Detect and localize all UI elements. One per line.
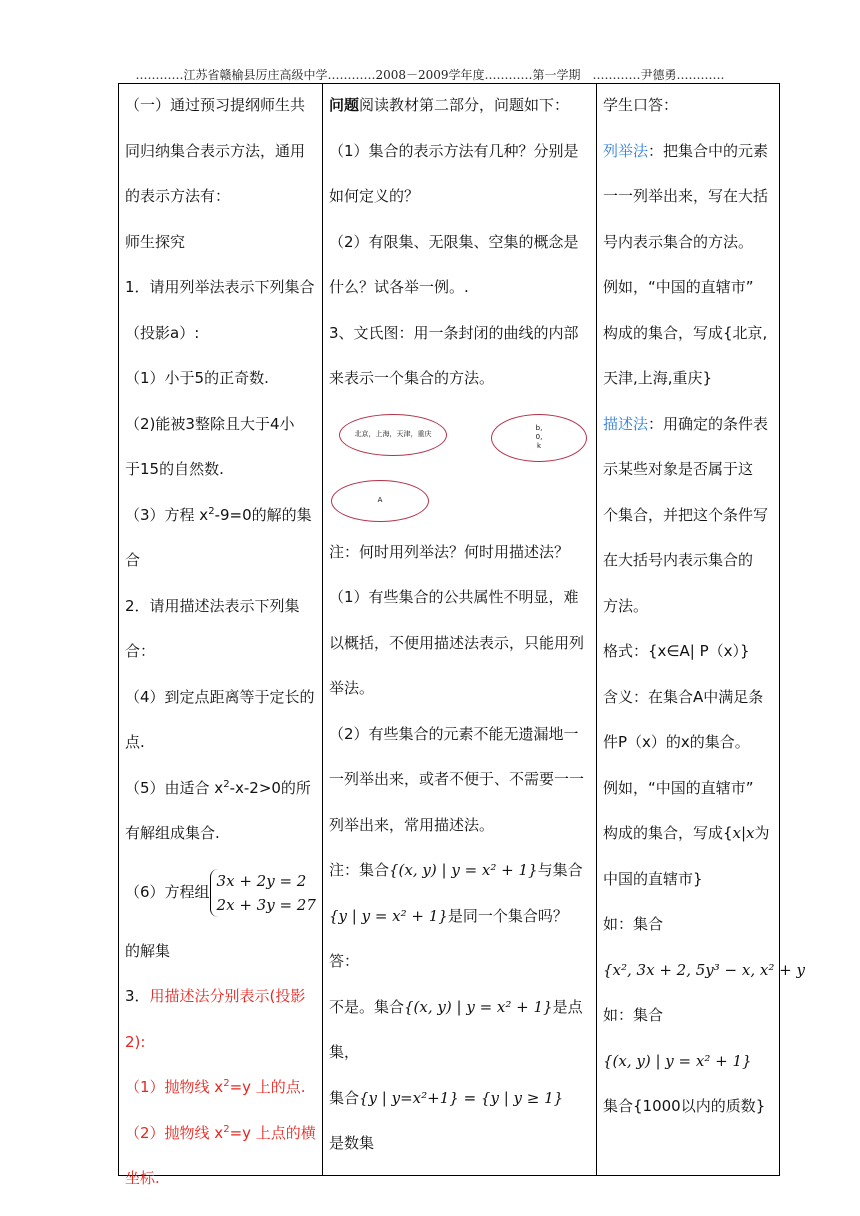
column-divider-1 — [322, 83, 323, 1175]
text-line: 合 — [125, 551, 141, 569]
question-label: 问题 — [329, 96, 360, 114]
text-line: （2）有些集合的元素不能无遗漏地一 — [329, 724, 579, 743]
table-left-border — [118, 83, 119, 1175]
text-segment: 是点集， — [329, 997, 583, 1061]
text-line: 构成的集合，写成{北京, — [603, 323, 768, 342]
superscript: 2 — [223, 1078, 230, 1089]
text-line: 一列举出来，或者不便于、不需要一一 — [329, 770, 585, 788]
text-line: 来表示一个集合的方法。 — [329, 369, 495, 387]
text-line: （投影a）: — [125, 323, 200, 342]
text-line: 师生探究 — [125, 232, 186, 251]
text-segment: -x-2>0的所 — [229, 778, 311, 797]
text-line — [329, 1076, 591, 1167]
math-line: {(x, y) | y = x² + 1} — [603, 1051, 752, 1070]
superscript: 2 — [208, 505, 215, 517]
text-line: （1）小于5的正奇数. — [125, 369, 269, 387]
superscript: 2 — [223, 778, 230, 790]
text-line: 举法。 — [329, 679, 375, 697]
text-segment: 为 — [754, 824, 770, 842]
oval-label: A — [377, 496, 383, 504]
text-line: 个集合，并把这个条件写 — [603, 505, 769, 524]
text-line: （1）集合的表示方法有几种？分别是 — [329, 141, 579, 160]
text-line: 注：何时用列举法？何时用描述法？ — [329, 542, 570, 561]
text-line — [125, 766, 320, 812]
text-line: 的表示方法有： — [125, 187, 231, 205]
text-line: 点. — [125, 733, 145, 751]
equation-system-line — [125, 857, 320, 929]
text-line: 坐标. — [125, 1169, 160, 1187]
text-line: （4）到定点距离等于定长的 — [125, 687, 315, 706]
text-segment: ：用确定的条件表 — [648, 414, 769, 433]
venn-oval — [331, 480, 429, 522]
text-line — [329, 83, 591, 129]
text-line: 什么？试各举一例。. — [329, 278, 469, 296]
text-line: 在大括号内表示集合的 — [603, 551, 754, 569]
math-line: {x², 3x + 2, 5y³ − x, x² + y — [603, 960, 805, 979]
text-line: 天津,上海,重庆} — [603, 369, 713, 387]
table-right-border — [779, 83, 780, 1175]
text-line: 学生口答： — [603, 96, 679, 114]
text-segment: 构成的集合，写成{ — [603, 824, 733, 842]
text-line — [329, 848, 591, 894]
text-line: 列举出来，常用描述法。 — [329, 815, 495, 834]
text-segment: 集合 — [329, 1088, 360, 1107]
oval-label-line: b, — [535, 424, 543, 432]
venn-diagrams — [329, 402, 591, 530]
text-line — [329, 985, 591, 1076]
student-answers-column — [603, 83, 805, 1130]
text-line: 集合{1000以内的质数} — [603, 1097, 766, 1115]
equation: 2x + 3y = 27 — [216, 895, 316, 914]
text-line: 同归纳集合表示方法，通用 — [125, 141, 306, 160]
text-line: （2）有限集、无限集、空集的概念是 — [329, 232, 579, 251]
math-expression: {(x, y) | y = x² + 1} — [389, 861, 538, 879]
text-line — [603, 402, 775, 448]
text-segment: （3）方程 x — [125, 505, 209, 524]
text-line: 件P（x）的x的集合。 — [603, 733, 750, 751]
oval-label-line: k — [536, 442, 542, 450]
text-line: 2．请用描述法表示下列集 — [125, 596, 300, 615]
text-line: 如：集合 — [603, 915, 664, 933]
text-segment: 3． — [125, 987, 150, 1005]
venn-oval — [491, 414, 587, 462]
text-segment: = — [458, 1088, 481, 1107]
text-segment: 不是。集合 — [329, 997, 405, 1016]
text-line: 中国的直辖市} — [603, 869, 703, 888]
oval-label-line: 0, — [535, 433, 543, 441]
text-line: 3、文氏图：用一条封闭的曲线的内部 — [329, 323, 579, 342]
text-line — [125, 1111, 320, 1157]
math-expression: {(x, y) | y = x² + 1} — [404, 997, 553, 1016]
text-segment: （1）抛物线 x — [125, 1078, 224, 1096]
text-line — [603, 811, 775, 857]
text-line: 如何定义的？ — [329, 187, 420, 205]
math-expression: {y | y = x² + 1} — [329, 906, 448, 925]
questions-column — [329, 83, 591, 1167]
column-divider-2 — [596, 83, 597, 1175]
superscript: 2 — [223, 1123, 230, 1135]
text-segment: （5）由适合 x — [125, 778, 224, 797]
text-line — [603, 129, 775, 175]
text-line: 示某些对象是否属于这 — [603, 460, 754, 478]
text-line: 的解集 — [125, 941, 171, 960]
text-line: 于15的自然数. — [125, 460, 224, 478]
text-line: 1．请用列举法表示下列集合 — [125, 278, 315, 296]
text-line: 例如，“中国的直辖市” — [603, 278, 754, 296]
text-line: 合： — [125, 642, 156, 660]
venn-oval — [339, 414, 447, 456]
text-segment: 注：集合 — [329, 861, 390, 879]
text-line — [125, 1065, 320, 1111]
text-segment: -9=0的解的集 — [214, 505, 312, 524]
text-line: （2)能被3整除且大于4小 — [125, 414, 295, 433]
text-line: 有解组成集合. — [125, 824, 220, 842]
text-segment: （2）抛物线 x — [125, 1123, 224, 1142]
text-line: （1）有些集合的公共属性不明显，难 — [329, 588, 579, 606]
text-line: 2): — [125, 1032, 146, 1051]
text-segment: 用描述法分别表示(投影 — [149, 987, 306, 1005]
text-line — [125, 974, 320, 1020]
text-line: （一）通过预习提纲师生共 — [125, 96, 306, 114]
text-segment: 阅读教材第二部分，问题如下： — [359, 96, 570, 114]
oval-label — [536, 424, 543, 451]
math-expression: {y | y ≥ 1} — [480, 1088, 564, 1107]
text-segment: =y 上的点. — [229, 1078, 306, 1096]
term-label: 列举法 — [603, 141, 649, 160]
page-header: …………江苏省赣榆县厉庄高级中学…………2008－2009学年度…………第一学期 …………尹德勇………… — [135, 68, 725, 82]
text-segment: ：把集合中的元素 — [648, 141, 769, 160]
equation: 3x + 2y = 2 — [216, 871, 307, 890]
text-line: 号内表示集合的方法。 — [603, 232, 754, 251]
text-line — [329, 894, 591, 985]
text-line: 例如，“中国的直辖市” — [603, 778, 754, 797]
text-line: 如：集合 — [603, 1006, 664, 1024]
math-expression: x|x — [732, 824, 755, 842]
teaching-column — [125, 83, 320, 1202]
text-segment: =y 上点的横 — [229, 1123, 316, 1142]
term-label: 描述法 — [603, 414, 649, 433]
equation-system — [210, 869, 316, 917]
text-line: 一一列举出来，写在大括 — [603, 187, 769, 205]
text-segment: 是同一个集合吗？答： — [329, 906, 568, 970]
text-line: 以概括，不便用描述法表示，只能用列 — [329, 633, 585, 652]
text-segment: 是数集 — [329, 1088, 579, 1152]
text-segment: （6）方程组 — [125, 882, 210, 901]
text-line: 格式：{x∈A| P（x）} — [603, 642, 750, 660]
oval-label: 北京，上海，天津，重庆 — [354, 430, 432, 438]
text-segment: 与集合 — [537, 861, 583, 879]
math-expression: {y | y=x²+1} — [359, 1088, 459, 1107]
text-line: 方法。 — [603, 596, 649, 615]
text-line: 含义：在集合A中满足条 — [603, 687, 764, 706]
text-line — [125, 493, 320, 539]
